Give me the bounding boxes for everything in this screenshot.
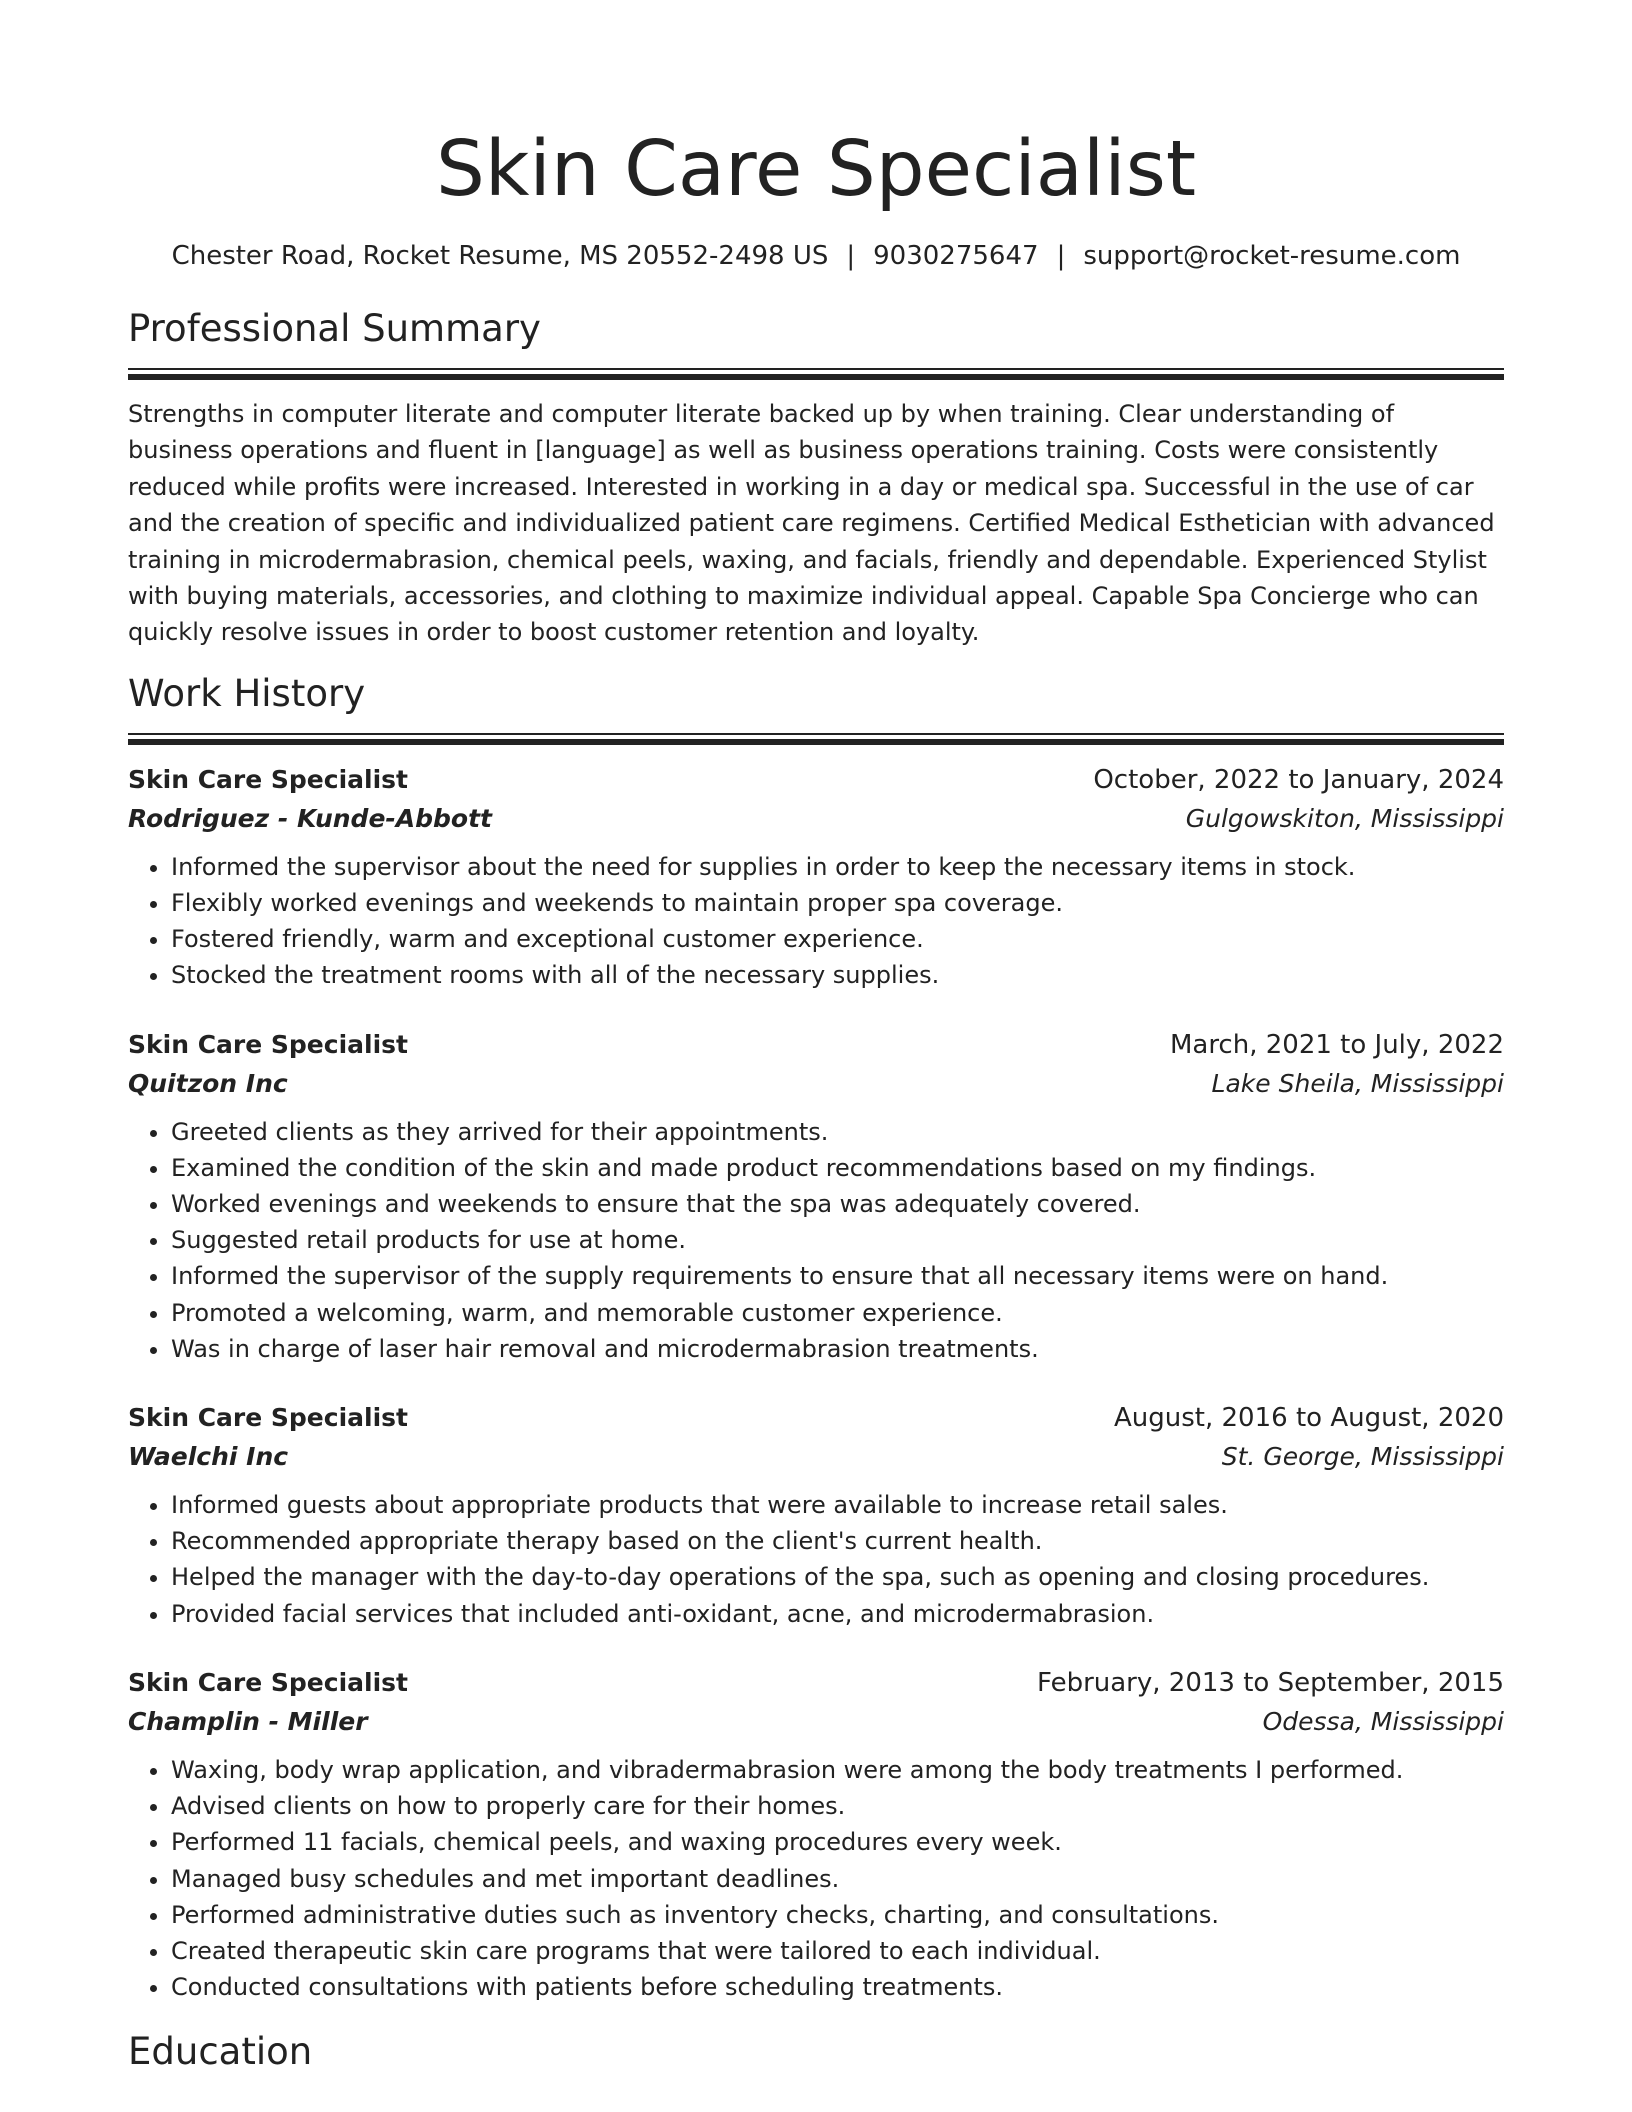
job-title: Skin Care Specialist [128, 1029, 408, 1059]
job-bullet: • Conducted consultations with patients before scheduling treatments. [171, 1969, 1504, 2005]
job-company-row [128, 1064, 1504, 1104]
job-bullet: • Waxing, body wrap application, and vibradermabrasion were among the body treatments I performed. [171, 1752, 1504, 1788]
section-divider [128, 733, 1504, 745]
job-company: Rodriguez - Kunde-Abbott [128, 803, 493, 833]
summary-text: Strengths in computer literate and computer literate backed up by when training. Clear understanding of business operations and fluent in [language] as well as business operations training. Costs were consistently reduced while profits were increased. Interested in working in a day or medical spa. Successful in the use of car and the creation of specific and individualized patient care regimens. Certified Medical Esthetician with advanced training in microdermabrasion, chemical peels, waxing, and facials, friendly and dependable. Experienced Stylist with buying materials, accessories, and clothing to maximize individual appeal. Capable Spa Concierge who can quickly resolve issues in order to boost customer retention and loyalty. [128, 400, 1495, 647]
job-bullet: • Stocked the treatment rooms with all of the necessary supplies. [171, 957, 1504, 993]
job-bullet: • Created therapeutic skin care programs that were tailored to each individual. [171, 1933, 1504, 1969]
job-bullet: • Recommended appropriate therapy based on the client's current health. [171, 1523, 1504, 1559]
job-bullet: • Suggested retail products for use at home. [171, 1222, 1504, 1258]
resume-page [128, 118, 1504, 2077]
section-title-summary: Professional Summary [128, 307, 541, 350]
job-bullet: • Provided facial services that included anti-oxidant, acne, and microdermabrasion. [171, 1596, 1504, 1632]
job-header-row [128, 1026, 1504, 1064]
job-header-row [128, 761, 1504, 799]
job-header-row [128, 1664, 1504, 1702]
job-company: Quitzon Inc [128, 1068, 288, 1098]
resume-name: Skin Care Specialist [435, 125, 1197, 214]
job-title: Skin Care Specialist [128, 1667, 408, 1697]
job-company-row [128, 799, 1504, 839]
section-divider [128, 368, 1504, 380]
job-header-row [128, 1399, 1504, 1437]
job-dates: October, 2022 to January, 2024 [1093, 764, 1504, 795]
section-title-work-history: Work History [128, 671, 366, 715]
job-bullet: • Informed the supervisor of the supply requirements to ensure that all necessary items were on hand. [171, 1258, 1504, 1294]
job-bullets [128, 1752, 1504, 2005]
education-section [128, 2027, 1504, 2077]
job-title: Skin Care Specialist [128, 1403, 408, 1433]
job-dates: August, 2016 to August, 2020 [1114, 1403, 1504, 1434]
job-location: Odessa, Mississippi [1262, 1706, 1504, 1736]
job-company: Champlin - Miller [128, 1706, 368, 1736]
contact-separator: | [1056, 241, 1066, 271]
contact-email: support@rocket-resume.com [1083, 241, 1461, 271]
contact-separator: | [846, 241, 856, 271]
job-bullet: • Informed guests about appropriate products that were available to increase retail sales. [171, 1487, 1504, 1523]
job-bullet: • Performed administrative duties such as inventory checks, charting, and consultations. [171, 1897, 1504, 1933]
job-bullet: • Managed busy schedules and met important deadlines. [171, 1861, 1504, 1897]
job-bullets [128, 849, 1504, 994]
job-company-row [128, 1437, 1504, 1477]
job-bullet: • Was in charge of laser hair removal and microdermabrasion treatments. [171, 1331, 1504, 1367]
job-dates: February, 2013 to September, 2015 [1037, 1667, 1504, 1698]
job-company-row [128, 1702, 1504, 1742]
job-bullet: • Flexibly worked evenings and weekends to maintain proper spa coverage. [171, 885, 1504, 921]
job-location: Gulgowskiton, Mississippi [1185, 803, 1504, 833]
job-location: St. George, Mississippi [1221, 1442, 1504, 1472]
job-bullet: • Promoted a welcoming, warm, and memorable customer experience. [171, 1295, 1504, 1331]
job-company: Waelchi Inc [128, 1442, 289, 1472]
contact-address: Chester Road, Rocket Resume, MS 20552-2498 US [171, 241, 829, 271]
job-bullet: • Greeted clients as they arrived for their appointments. [171, 1114, 1504, 1150]
job-entry [128, 1399, 1504, 1632]
summary-section [128, 304, 1504, 651]
job-bullet: • Worked evenings and weekends to ensure that the spa was adequately covered. [171, 1186, 1504, 1222]
job-bullet: • Performed 11 facials, chemical peels, and waxing procedures every week. [171, 1824, 1504, 1860]
work-history-section [128, 669, 1504, 2005]
job-bullet: • Examined the condition of the skin and made product recommendations based on my findings. [171, 1150, 1504, 1186]
contact-line [128, 238, 1504, 274]
job-bullet: • Fostered friendly, warm and exceptional customer experience. [171, 921, 1504, 957]
job-bullets [128, 1487, 1504, 1632]
job-bullets [128, 1114, 1504, 1367]
job-location: Lake Sheila, Mississippi [1211, 1068, 1504, 1098]
job-bullet: • Helped the manager with the day-to-day operations of the spa, such as opening and closing procedures. [171, 1559, 1504, 1595]
contact-phone: 9030275647 [873, 241, 1039, 271]
section-title-education: Education [128, 2030, 313, 2074]
job-title: Skin Care Specialist [128, 764, 408, 794]
job-entry [128, 761, 1504, 994]
job-dates: March, 2021 to July, 2022 [1169, 1029, 1504, 1060]
job-entry [128, 1026, 1504, 1367]
job-bullet: • Informed the supervisor about the need for supplies in order to keep the necessary items in stock. [171, 849, 1504, 885]
job-entry [128, 1664, 1504, 2005]
job-bullet: • Advised clients on how to properly care for their homes. [171, 1788, 1504, 1824]
